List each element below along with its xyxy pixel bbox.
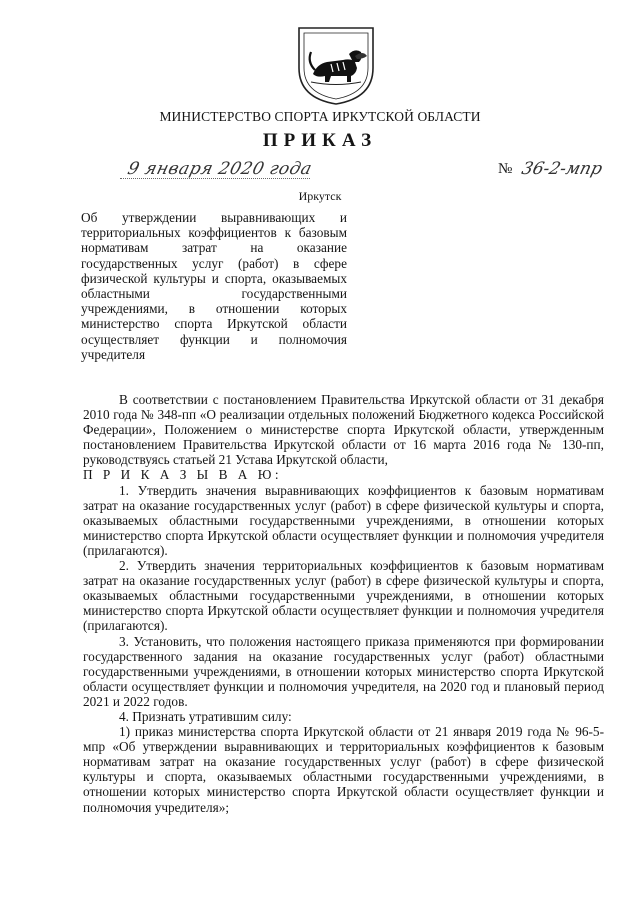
handwritten-number: 36-2-мпр	[519, 159, 605, 179]
number-sign: №	[498, 161, 513, 177]
order-word: П Р И К А З Ы В А Ю:	[83, 467, 283, 483]
item-2-paragraph: 2. Утвердить значения территориальных коэффициентов к базовым нормативам затрат на оказание государственных услуг (работ) в сфере физической культуры и спорта, оказываемых областными государственными учреждениями, в отношении которых министерство спорта Иркутской области осуществляет функции и полномочия учредителя (прилагаются).	[83, 558, 604, 634]
order-body	[83, 392, 604, 815]
item-3-paragraph: 3. Установить, что положения настоящего приказа применяются при формировании государственного задания на оказание государственных услуг (работ) областными государственными учреждениями, в отношении которых министерство спорта Иркутской области осуществляет функции и полномочия учредителя, на 2020 год и плановый период 2021 и 2022 годов.	[83, 633, 604, 709]
preamble-paragraph: В соответствии с постановлением Правительства Иркутской области от 31 декабря 2010 года № 348-пп «О реализации отдельных положений Бюджетного кодекса Российской Федерации», Положением о министерстве спорта Иркутской области, утвержденным постановлением Правительства Иркутской области от 16 марта 2016 года № 130-пп, руководствуясь статьей 21 Устава Иркутской области,	[83, 392, 604, 468]
handwritten-date: 9 января 2020 года	[125, 159, 315, 179]
order-subject: Об утверждении выравнивающих и территориальных коэффициентов к базовым нормативам затрат на оказание государственных услуг (работ) в сфере физической культуры и спорта, оказываемых областными государственными учреждениями, в отношении которых министерство спорта Иркутской области осуществляет функции и полномочия учредителя	[81, 210, 347, 362]
item-4-1-paragraph: 1) приказ министерства спорта Иркутской области от 21 января 2019 года № 96-5-мпр «Об утверждении выравнивающих и территориальных коэффициентов к базовым нормативам затрат на оказание государственных услуг (работ) в сфере физической культуры и спорта, оказываемых областными государственными учреждениями, в отношении которых министерство спорта Иркутской области осуществляет функции и полномочия учредителя»;	[83, 724, 604, 815]
document-title: ПРИКАЗ	[262, 130, 378, 151]
irkutsk-coat-of-arms-icon	[293, 24, 379, 106]
city-name: Иркутск	[298, 189, 342, 203]
item-4-paragraph: 4. Признать утратившим силу:	[119, 708, 292, 724]
date-line	[120, 178, 310, 179]
item-1-paragraph: 1. Утвердить значения выравнивающих коэффициентов к базовым нормативам затрат на оказание государственных услуг (работ) в сфере физической культуры и спорта, оказываемых областными государственными учреждениями, в отношении которых министерство спорта Иркутской области осуществляет функции и полномочия учредителя (прилагаются).	[83, 482, 604, 558]
ministry-name: МИНИСТЕРСТВО СПОРТА ИРКУТСКОЙ ОБЛАСТИ	[159, 109, 481, 124]
